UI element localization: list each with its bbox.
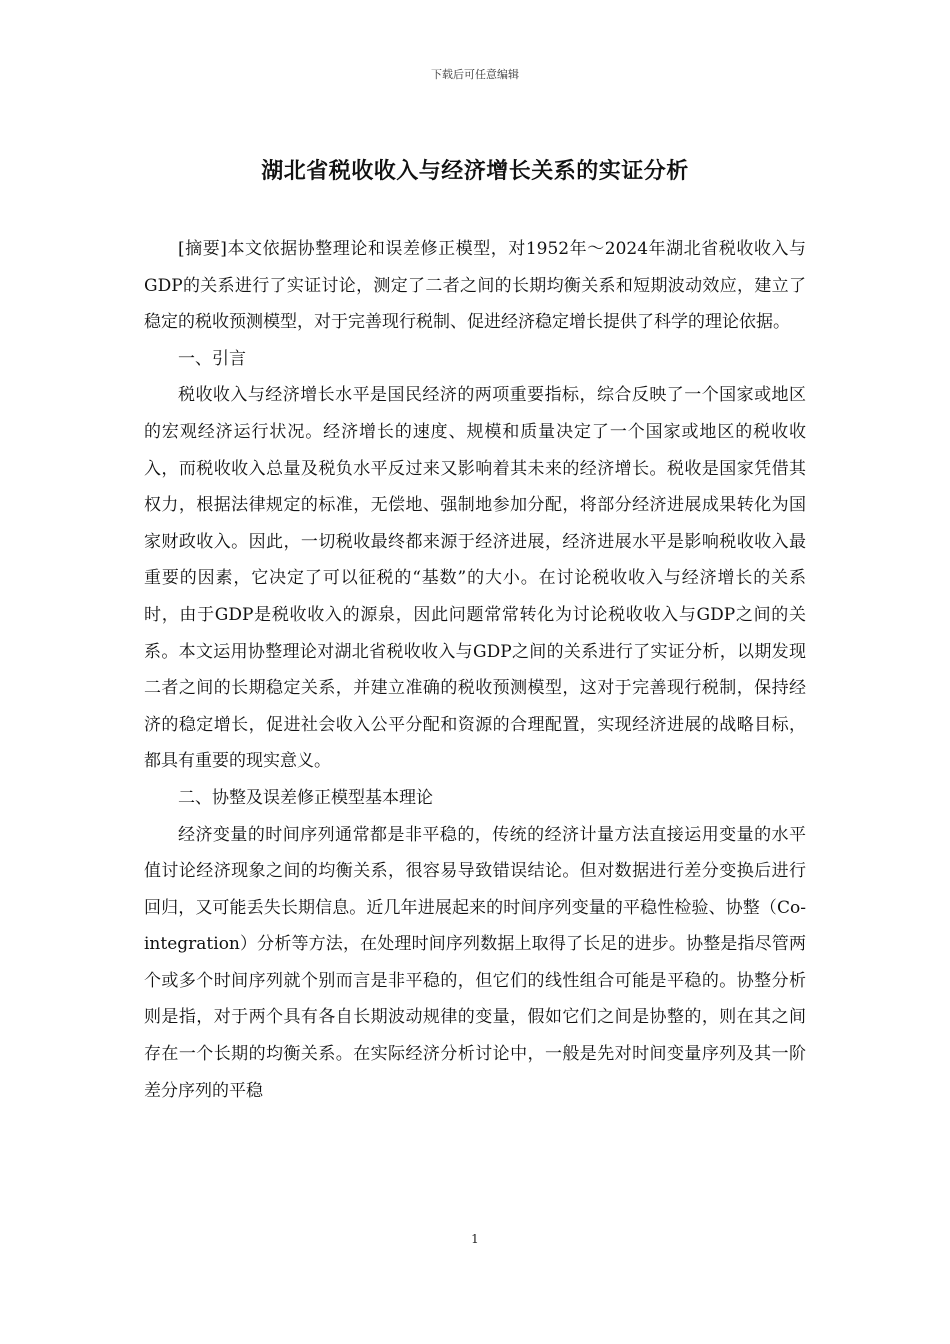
abstract-paragraph: [摘要]本文依据协整理论和误差修正模型，对1952年～2024年湖北省税收收入与GDP的关系进行了实证讨论，测定了二者之间的长期均衡关系和短期波动效应，建立了稳定的税收预测模型，对于完善现行税制、促进经济稳定增长提供了科学的理论依据。 bbox=[144, 239, 806, 333]
document-title: 湖北省税收收入与经济增长关系的实证分析 bbox=[261, 159, 689, 184]
introduction-paragraph: 税收收入与经济增长水平是国民经济的两项重要指标，综合反映了一个国家或地区的宏观经济运行状况。经济增长的速度、规模和质量决定了一个国家或地区的税收收入，而税收收入总量及税负水平反过来又影响着其未来的经济增长。税收是国家凭借其权力，根据法律规定的标准，无偿地、强制地参加分配，将部分经济进展成果转化为国家财政收入。因此，一切税收最终都来源于经济进展，经济进展水平是影响税收收入最重要的因素，它决定了可以征税的“基数”的大小。在讨论税收收入与经济增长的关系时，由于GDP是税收收入的源泉，因此问题常常转化为讨论税收收入与GDP之间的关系。本文运用协整理论对湖北省税收收入与GDP之间的关系进行了实证分析，以期发现二者之间的长期稳定关系，并建立准确的税收预测模型，这对于完善现行税制，保持经济的稳定增长，促进社会收入公平分配和资源的合理配置，实现经济进展的战略目标，都具有重要的现实意义。 bbox=[144, 385, 806, 772]
page-number: 1 bbox=[471, 1232, 479, 1246]
theory-paragraph: 经济变量的时间序列通常都是非平稳的，传统的经济计量方法直接运用变量的水平值讨论经济现象之间的均衡关系，很容易导致错误结论。但对数据进行差分变换后进行回归，又可能丢失长期信息。近几年进展起来的时间序列变量的平稳性检验、协整（Co-integration）分析等方法，在处理时间序列数据上取得了长足的进步。协整是指尽管两个或多个时间序列就个别而言是非平稳的，但它们的线性组合可能是平稳的。协整分析则是指，对于两个具有各自长期波动规律的变量，假如它们之间是协整的，则在其之间存在一个长期的均衡关系。在实际经济分析讨论中，一般是先对时间变量序列及其一阶差分序列的平稳 bbox=[144, 824, 806, 1101]
document-body bbox=[144, 231, 806, 1109]
section-heading-introduction: 一、引言 bbox=[178, 348, 246, 369]
section-heading-theory: 二、协整及误差修正模型基本理论 bbox=[178, 787, 433, 808]
page-header-note: 下载后可任意编辑 bbox=[431, 68, 519, 81]
